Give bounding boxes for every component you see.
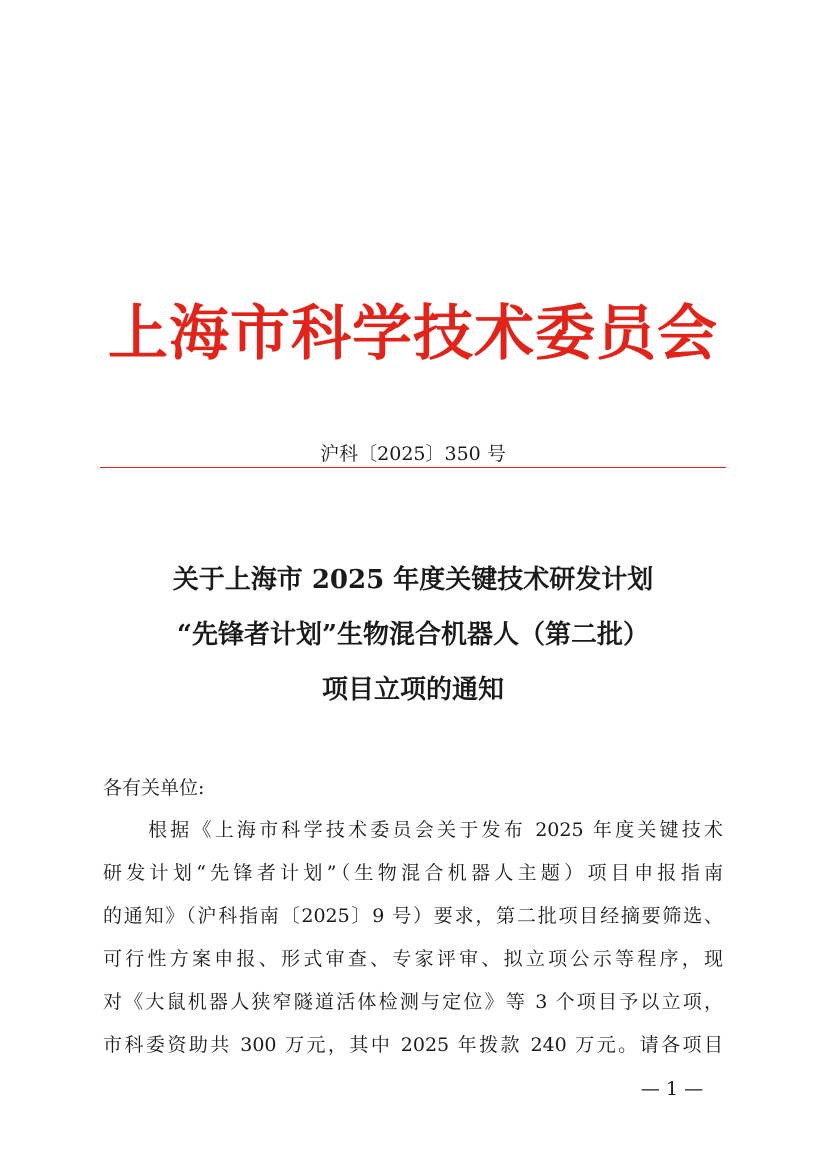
document-number: 沪科〔2025〕350 号 <box>320 443 506 465</box>
body-line-6: 市科委资助共 300 万元，其中 2025 年拨款 240 万元。请各项目 <box>103 1034 723 1056</box>
notice-title-line-2: “先锋者计划”生物混合机器人（第二批） <box>177 620 649 650</box>
red-divider-line <box>100 467 726 468</box>
body-line-5: 对《大鼠机器人狭窄隧道活体检测与定位》等 3 个项目予以立项， <box>103 991 723 1013</box>
notice-title-line-3: 项目立项的通知 <box>321 675 504 705</box>
notice-title <box>0 553 826 718</box>
issuing-organization-header: 上海市科学技术委员会 <box>108 299 718 369</box>
notice-body <box>103 809 723 1067</box>
salutation: 各有关单位: <box>103 777 205 799</box>
body-line-3: 的通知》（沪科指南〔2025〕9 号）要求，第二批项目经摘要筛选、 <box>103 905 723 927</box>
page-number: — 1 — <box>640 1078 704 1100</box>
body-line-2: 研发计划“先锋者计划”（生物混合机器人主题）项目申报指南 <box>103 862 723 884</box>
body-line-1: 根据《上海市科学技术委员会关于发布 2025 年度关键技术 <box>148 819 723 841</box>
notice-title-line-1: 关于上海市 2025 年度关键技术研发计划 <box>172 565 654 595</box>
body-line-4: 可行性方案申报、形式审查、专家评审、拟立项公示等程序，现 <box>103 948 723 970</box>
